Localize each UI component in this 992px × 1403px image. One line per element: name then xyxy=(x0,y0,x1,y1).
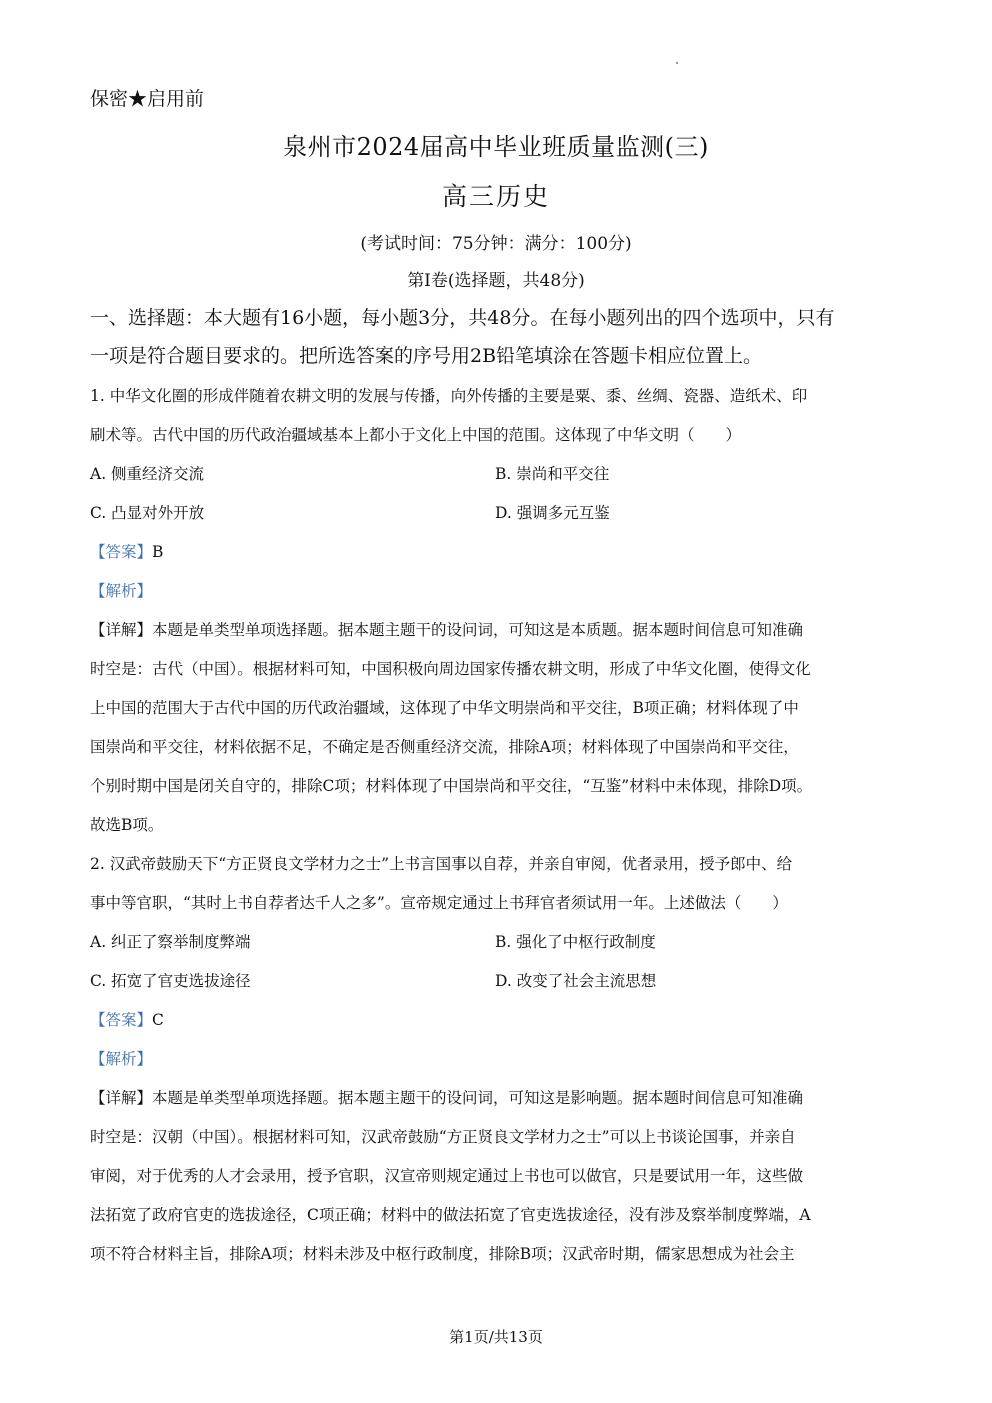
q2-option-d: D. 改变了社会主流思想 xyxy=(495,972,657,990)
subject-title: 高三历史 xyxy=(441,182,550,211)
confidential-label: 保密★启用前 xyxy=(90,88,205,110)
q2-detail-line-2: 时空是：汉朝（中国）。根据材料可知，汉武帝鼓励“方正贤良文学材力之士”可以上书谈论国事，并亲自 xyxy=(90,1128,796,1146)
q2-detail-text-1: 本题是单类型单项选择题。据本题主题干的设问词，可知这是影响题。据本题时间信息可知准确 xyxy=(152,1089,804,1107)
q1-detail-line-6: 故选B项。 xyxy=(90,816,164,834)
scan-dot xyxy=(676,62,678,64)
q1-detail-line-1 xyxy=(90,618,803,640)
q1-detail-line-3: 上中国的范围大于古代中国的历代政治疆域，这体现了中华文明崇尚和平交往，B项正确；材料体现了中 xyxy=(90,699,799,717)
volume-heading: 第Ⅰ卷(选择题，共48分) xyxy=(407,271,585,291)
q1-answer xyxy=(90,540,163,562)
detail-tag: 【详解】 xyxy=(90,1089,153,1107)
q1-option-c: C. 凸显对外开放 xyxy=(90,504,205,522)
q1-detail-line-2: 时空是：古代（中国）。根据材料可知，中国积极向周边国家传播农耕文明，形成了中华文化圈，使得文化 xyxy=(90,660,811,678)
q2-answer-value: C xyxy=(152,1011,164,1029)
q1-stem-line-2: 刷术等。古代中国的历代政治疆域基本上都小于文化上中国的范围。这体现了中华文明（ ） xyxy=(90,426,742,444)
q1-detail-line-4: 国崇尚和平交往，材料依据不足，不确定是否侧重经济交流，排除A项；材料体现了中国崇尚和平交往， xyxy=(90,738,799,756)
q1-detail-line-5: 个别时期中国是闭关自守的，排除C项；材料体现了中国崇尚和平交往，“互鉴”材料中未体现，排除D项。 xyxy=(90,777,813,795)
detail-tag: 【详解】 xyxy=(90,621,153,639)
section-instructions-line-2: 一项是符合题目要求的。把所选答案的序号用2B铅笔填涂在答题卡相应位置上。 xyxy=(90,345,763,367)
q1-option-b: B. 崇尚和平交往 xyxy=(495,465,610,483)
page-title: 泉州市2024届高中毕业班质量监测(三) xyxy=(283,133,709,161)
q1-option-a: A. 侧重经济交流 xyxy=(90,465,205,483)
q1-analysis-tag: 【解析】 xyxy=(90,582,153,600)
q1-answer-value: B xyxy=(152,543,164,561)
answer-tag: 【答案】 xyxy=(90,543,153,561)
section-instructions-line-1: 一、选择题：本大题有16小题，每小题3分，共48分。在每小题列出的四个选项中，只有 xyxy=(90,307,835,329)
q2-stem-line-1: 2. 汉武帝鼓励天下“方正贤良文学材力之士”上书言国事以自荐，并亲自审阅，优者录用，授予郎中、给 xyxy=(90,855,793,873)
exam-info: (考试时间：75分钟：满分：100分) xyxy=(360,234,632,254)
q2-option-b: B. 强化了中枢行政制度 xyxy=(495,933,656,951)
q2-option-a: A. 纠正了察举制度弊端 xyxy=(90,933,251,951)
q2-detail-line-5: 项不符合材料主旨，排除A项；材料未涉及中枢行政制度，排除B项；汉武帝时期，儒家思想成为社会主 xyxy=(90,1245,795,1263)
q2-detail-line-3: 审阅，对于优秀的人才会录用，授予官职，汉宣帝则规定通过上书也可以做官，只是要试用一年，这些做 xyxy=(90,1167,804,1185)
answer-tag: 【答案】 xyxy=(90,1011,153,1029)
q1-option-d: D. 强调多元互鉴 xyxy=(495,504,610,522)
q2-stem-line-2: 事中等官职，“其时上书自荐者达千人之多”。宣帝规定通过上书拜官者须试用一年。上述做法（ ） xyxy=(90,894,788,912)
q1-stem-line-1: 1. 中华文化圈的形成伴随着农耕文明的发展与传播，向外传播的主要是粟、黍、丝绸、瓷器、造纸术、印 xyxy=(90,387,808,405)
q2-detail-line-1 xyxy=(90,1086,803,1108)
q1-detail-text-1: 本题是单类型单项选择题。据本题主题干的设问词，可知这是本质题。据本题时间信息可知准确 xyxy=(152,621,804,639)
page-number: 第1页/共13页 xyxy=(449,1328,543,1346)
q2-analysis-tag: 【解析】 xyxy=(90,1050,153,1068)
q2-detail-line-4: 法拓宽了政府官吏的选拔途径，C项正确；材料中的做法拓宽了官吏选拔途径，没有涉及察举制度弊端，A xyxy=(90,1206,811,1224)
q2-answer xyxy=(90,1008,164,1030)
q2-option-c: C. 拓宽了官吏选拔途径 xyxy=(90,972,251,990)
